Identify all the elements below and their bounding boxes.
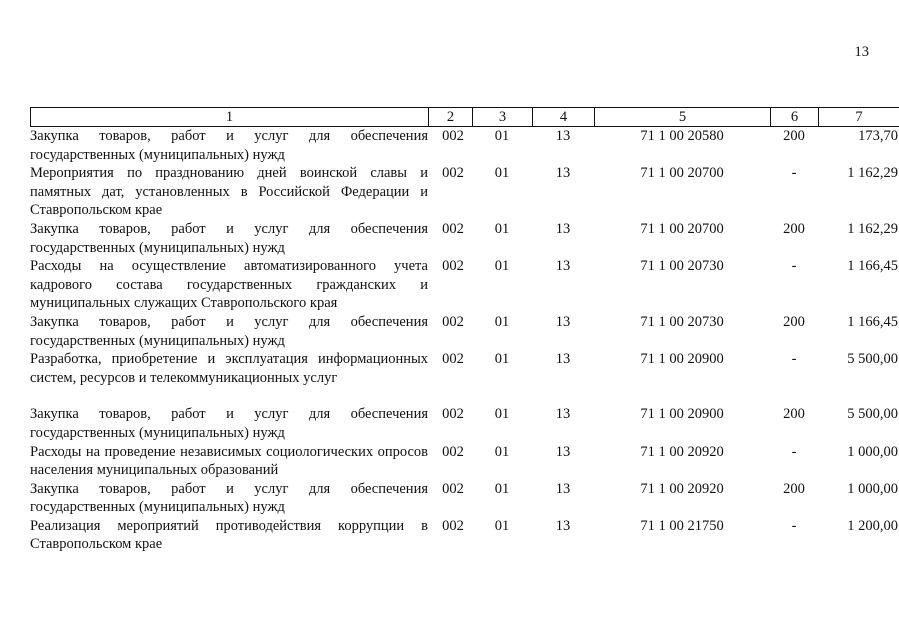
table-row bbox=[30, 405, 898, 442]
row-col-7: 5 500,00 bbox=[847, 406, 898, 423]
row-col-3: 01 bbox=[494, 220, 510, 237]
header-col-7: 7 bbox=[855, 109, 863, 125]
header-col-3: 3 bbox=[473, 108, 533, 126]
row-col-2: 002 bbox=[442, 165, 464, 182]
row-name: Разработка, приобретение и эксплуатация информационных систем, ресурсов и телекоммуникационных услуг bbox=[30, 351, 428, 386]
row-col-2: 002 bbox=[442, 480, 464, 497]
table-row bbox=[30, 220, 898, 257]
table-row bbox=[30, 443, 898, 480]
table-row bbox=[30, 517, 898, 554]
row-name: Реализация мероприятий противодействия коррупции в Ставропольском крае bbox=[30, 517, 428, 553]
row-col-4: 13 bbox=[555, 406, 571, 423]
row-col-5: 71 1 00 20920 bbox=[640, 480, 724, 497]
row-col-2: 002 bbox=[442, 351, 464, 368]
row-name: Расходы на проведение независимых социологических опросов населения муниципальных образований bbox=[30, 443, 428, 479]
row-col-2: 002 bbox=[442, 128, 464, 144]
row-col-6: - bbox=[791, 517, 797, 534]
table-row bbox=[30, 480, 898, 517]
table-header bbox=[30, 107, 899, 127]
row-col-3: 01 bbox=[494, 351, 510, 368]
row-col-7: 1 162,29 bbox=[847, 165, 898, 182]
row-col-2: 002 bbox=[442, 258, 464, 275]
row-col-4: 13 bbox=[555, 220, 571, 237]
row-name: Закупка товаров, работ и услуг для обеспечения государственных (муниципальных) нужд bbox=[30, 313, 428, 349]
row-col-5: 71 1 00 20900 bbox=[640, 406, 724, 423]
header-col-4: 4 bbox=[533, 108, 595, 126]
row-col-5: 71 1 00 21750 bbox=[640, 517, 724, 534]
row-col-2: 002 bbox=[442, 517, 464, 534]
row-col-5: 71 1 00 20900 bbox=[640, 351, 724, 368]
row-col-7: 1 166,45 bbox=[847, 313, 898, 330]
row-col-5: 71 1 00 20700 bbox=[640, 220, 724, 237]
header-col-5: 5 bbox=[595, 108, 771, 126]
row-col-5: 71 1 00 20730 bbox=[640, 258, 724, 275]
row-col-2: 002 bbox=[442, 220, 464, 237]
row-col-7: 5 500,00 bbox=[847, 351, 898, 368]
row-col-6: - bbox=[791, 351, 797, 368]
row-col-3: 01 bbox=[494, 313, 510, 330]
row-col-6: 200 bbox=[783, 480, 805, 497]
row-col-3: 01 bbox=[494, 517, 510, 534]
row-col-2: 002 bbox=[442, 313, 464, 330]
row-col-7: 173,70 bbox=[858, 128, 898, 144]
row-col-7: 1 162,29 bbox=[847, 220, 898, 237]
row-col-7: 1 166,45 bbox=[847, 258, 898, 275]
row-col-5: 71 1 00 20700 bbox=[640, 165, 724, 182]
row-col-5: 71 1 00 20580 bbox=[640, 128, 724, 144]
row-name: Закупка товаров, работ и услуг для обеспечения государственных (муниципальных) нужд bbox=[30, 406, 428, 441]
row-col-3: 01 bbox=[494, 443, 510, 460]
row-col-3: 01 bbox=[494, 480, 510, 497]
row-col-3: 01 bbox=[494, 128, 510, 144]
table-row bbox=[30, 313, 898, 350]
row-name: Закупка товаров, работ и услуг для обеспечения государственных (муниципальных) нужд bbox=[30, 220, 428, 256]
row-col-4: 13 bbox=[555, 517, 571, 534]
header-col-6: 6 bbox=[771, 108, 819, 126]
row-col-6: 200 bbox=[783, 220, 805, 237]
row-col-6: - bbox=[791, 165, 797, 182]
row-col-6: - bbox=[791, 443, 797, 460]
row-col-6: - bbox=[791, 258, 797, 275]
table-row bbox=[30, 127, 898, 164]
row-col-3: 01 bbox=[494, 165, 510, 182]
row-col-3: 01 bbox=[494, 406, 510, 423]
row-col-3: 01 bbox=[494, 258, 510, 275]
row-name: Закупка товаров, работ и услуг для обеспечения государственных (муниципальных) нужд bbox=[30, 128, 428, 163]
row-col-7: 1 000,00 bbox=[847, 443, 898, 460]
row-col-2: 002 bbox=[442, 406, 464, 423]
row-col-4: 13 bbox=[555, 351, 571, 368]
row-col-7: 1 000,00 bbox=[847, 480, 898, 497]
row-name: Расходы на осуществление автоматизированного учета кадрового состава государственных гражданских и муниципальных служащих Ставропольского края bbox=[30, 258, 428, 312]
row-col-7: 1 200,00 bbox=[847, 517, 898, 534]
row-col-6: 200 bbox=[783, 406, 805, 423]
table-row bbox=[30, 350, 898, 387]
row-col-4: 13 bbox=[555, 258, 571, 275]
row-col-6: 200 bbox=[783, 128, 805, 144]
row-name: Закупка товаров, работ и услуг для обеспечения государственных (муниципальных) нужд bbox=[30, 480, 428, 516]
row-col-4: 13 bbox=[555, 313, 571, 330]
row-name: Мероприятия по празднованию дней воинской славы и памятных дат, установленных в Российской Федерации и Ставропольском крае bbox=[30, 165, 428, 219]
row-col-5: 71 1 00 20730 bbox=[640, 313, 724, 330]
table-row bbox=[30, 164, 898, 220]
row-col-6: 200 bbox=[783, 313, 805, 330]
row-col-4: 13 bbox=[555, 480, 571, 497]
row-col-4: 13 bbox=[555, 128, 571, 144]
table-row bbox=[30, 257, 898, 313]
header-col-1: 1 bbox=[31, 108, 429, 126]
table-body bbox=[30, 127, 898, 554]
row-col-5: 71 1 00 20920 bbox=[640, 443, 724, 460]
row-col-4: 13 bbox=[555, 165, 571, 182]
row-col-4: 13 bbox=[555, 443, 571, 460]
header-col-2: 2 bbox=[429, 108, 473, 126]
row-col-2: 002 bbox=[442, 443, 464, 460]
page-number: 13 bbox=[854, 44, 869, 60]
